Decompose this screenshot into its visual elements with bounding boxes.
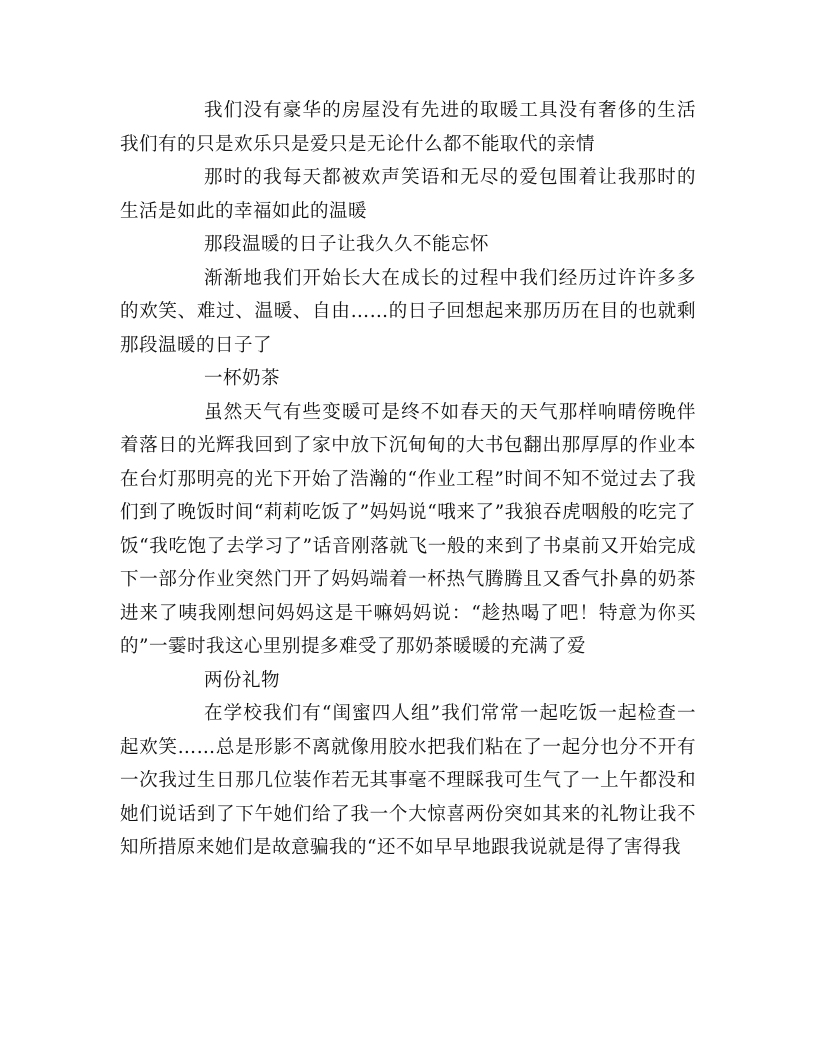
paragraph: 我们没有豪华的房屋没有先进的取暖工具没有奢侈的生活我们有的只是欢乐只是爱只是无论什么都不能取代的亲情	[120, 100, 696, 155]
paragraph: 渐渐地我们开始长大在成长的过程中我们经历过许许多多的欢笑、难过、温暖、自由……的日子回想起来那历历在目的也就剩那段温暖的日子了	[120, 267, 696, 356]
paragraph: 在学校我们有“闺蜜四人组”我们常常一起吃饭一起检查一起欢笑……总是形影不离就像用胶水把我们粘在了一起分也分不开有一次我过生日那几位装作若无其事毫不理睬我可生气了一上午都没和她们说话到了下午她们给了我一个大惊喜两份突如其来的礼物让我不知所措原来她们是故意骗我的“还不如早早地跟我说就是得了害得我	[120, 703, 696, 858]
paragraph: 那段温暖的日子让我久久不能忘怀	[204, 234, 490, 255]
document-body	[120, 94, 696, 865]
paragraph: 那时的我每天都被欢声笑语和无尽的爱包围着让我那时的生活是如此的幸福如此的温暖	[120, 167, 696, 222]
section-heading: 一杯奶茶	[204, 368, 281, 389]
section-heading: 两份礼物	[204, 669, 281, 691]
paragraph: 虽然天气有些变暖可是终不如春天的天气那样响晴傍晚伴着落日的光辉我回到了家中放下沉甸甸的大书包翻出那厚厚的作业本在台灯那明亮的光下开始了浩瀚的“作业工程”时间不知不觉过去了我们到了晚饭时间“莉莉吃饭了”妈妈说“哦来了”我狼吞虎咽般的吃完了饭“我吃饱了去学习了”话音刚落就飞一般的来到了书桌前又开始完成下一部分作业突然门开了妈妈端着一杯热气腾腾且又香气扑鼻的奶茶进来了咦我刚想问妈妈这是干嘛妈妈说：“趁热喝了吧！特意为你买的”一霎时我这心里别提多难受了那奶茶暖暖的充满了爱	[120, 401, 696, 657]
